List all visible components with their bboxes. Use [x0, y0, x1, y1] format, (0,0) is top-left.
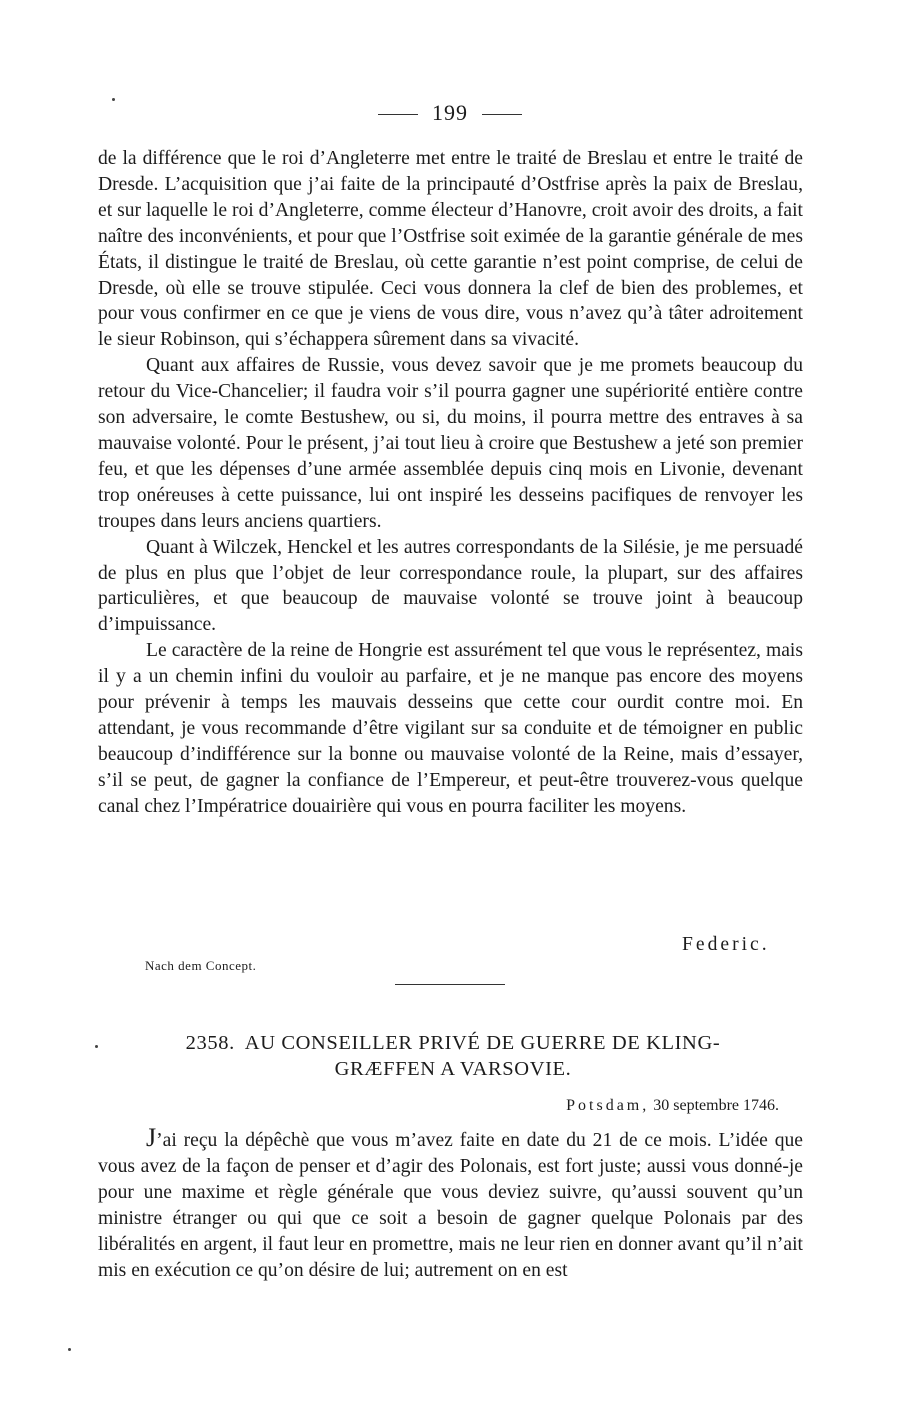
date-value: 30 septembre 1746.	[653, 1097, 779, 1114]
date-place: Potsdam,	[566, 1097, 650, 1114]
letter-number: 2358.	[185, 1032, 235, 1054]
signature: Federic.	[682, 934, 770, 955]
paragraph: Quant à Wilczek, Henckel et les autres correspondants de la Silésie, je me persuadé de plus en plus que l’objet de leur correspondance roule, la plupart, sur des affaires particulières, et que beaucoup de mauvaise volonté se trouve joint à beaucoup d’impuissance.	[98, 536, 803, 636]
dateline	[566, 1097, 779, 1115]
paragraph	[98, 1125, 803, 1283]
source-note: Nach dem Concept.	[145, 958, 257, 973]
letter-one-body	[98, 146, 803, 820]
letter-two-body	[98, 1125, 803, 1283]
paragraph: de la différence que le roi d’Angleterre met entre le traité de Breslau et entre le traité de Dresde. L’acquisition que j’ai faite de la principauté d’Ostfrise après la paix de Breslau, et sur laquelle le roi d’Angleterre, comme électeur d’Hanovre, croit avoir des droits, a fait naître des inconvénients, et pour que l’Ostfrise soit eximée de la garantie générale de mes États, il distingue le traité de Breslau, où cette garantie n’est point comprise, de celui de Dresde, où elle se trouve stipulée. Ceci vous donnera la clef de bien des problemes, et pour vous confirmer en ce que je viens de vous dire, vous n’avez qu’à tâter adroitement le sieur Robinson, qui s’échappera sûrement dans sa vivacité.	[98, 148, 803, 351]
letter-heading-line2: GRÆFFEN A VARSOVIE.	[334, 1058, 572, 1080]
print-speck	[68, 1348, 71, 1351]
opening-letter: J	[146, 1123, 157, 1152]
paragraph: Quant aux affaires de Russie, vous devez savoir que je me promets beaucoup du retour du Vice-Chancelier; il faudra voir s’il pourra gagner une supériorité entière contre son adversaire, le comte Bestushew, ou si, du moins, il pourra mettre des entraves à sa mauvaise volonté. Pour le présent, j’ai tout lieu à croire que Bestushew a jeté son premier feu, et que les dépenses d’une armée assemblée depuis cinq mois en Livonie, devenant trop onéreuses à cette puissance, lui ont inspiré les desseins pacifiques de renvoyer les troupes dans leurs anciens quartiers.	[98, 355, 803, 532]
paragraph-text: ’ai reçu la dépêchè que vous m’avez faite en date du 21 de ce mois. L’idée que vous avez de la façon de penser et d’agir des Polonais, est fort juste; aussi vous donné-je pour une maxime et règle générale que vous deviez suivre, qu’aussi souvent qu’un ministre étranger ou qui que ce soit a besoin de gagner quelque Polonais par des libéralités en argent, il faut leur en promettre, mais ne leur rien en donner avant qu’il n’ait mis en exécution ce qu’on désire de lui; autrement on en est	[98, 1130, 803, 1281]
paragraph: Le caractère de la reine de Hongrie est assurément tel que vous le représentez, mais il y a un chemin infini du vouloir au parfaire, et je ne manque pas encore des moyens pour prévenir à temps les mauvais desseins que cette cour ourdit contre moi. En attendant, je vous recommande d’être vigilant sur sa conduite et de témoigner en public beaucoup d’indifférence sur la bonne ou mauvaise volonté de la Reine, mais d’essayer, s’il se peut, de gagner la confiance de l’Empereur, et peut-être trouverez-vous quelque canal chez l’Impératrice douairière qui vous en pourra faciliter les moyens.	[98, 640, 803, 817]
header-rule-left	[378, 114, 418, 115]
section-divider	[395, 984, 505, 985]
page-header	[0, 100, 900, 126]
page-number: 199	[432, 100, 468, 125]
print-speck	[95, 1045, 98, 1048]
letter-heading-line1: AU CONSEILLER PRIVÉ DE GUERRE DE KLING-	[244, 1032, 721, 1054]
header-rule-right	[482, 114, 522, 115]
letter-heading	[128, 1030, 778, 1082]
